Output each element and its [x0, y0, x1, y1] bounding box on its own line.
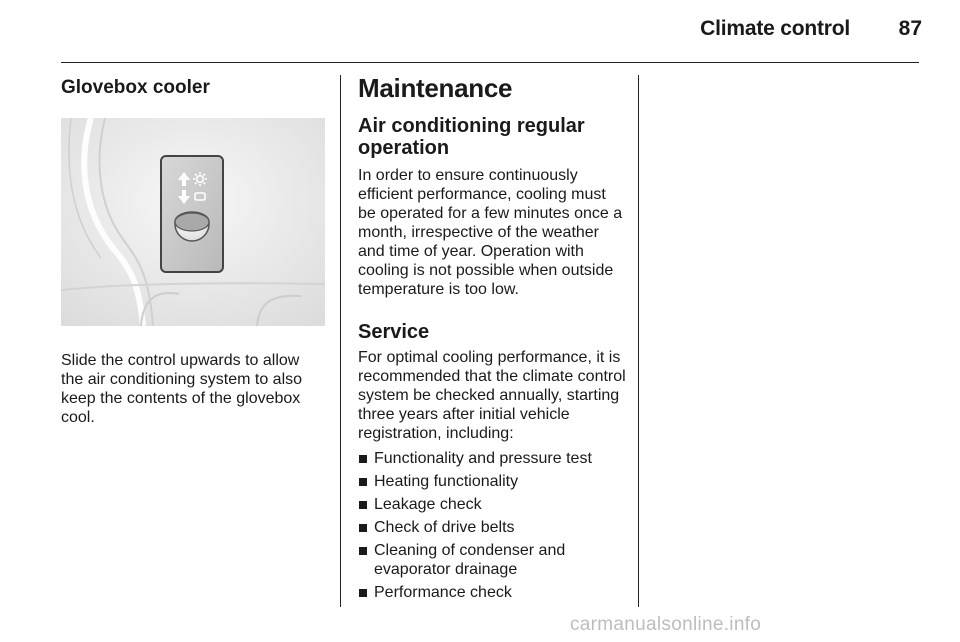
list-item: Cleaning of condenser and evaporator drainage — [358, 541, 626, 579]
maintenance-section — [358, 72, 626, 606]
service-checklist — [358, 449, 626, 602]
glovebox-cooler-illustration — [61, 118, 325, 326]
glovebox-cooler-section — [61, 75, 326, 427]
column-divider — [638, 75, 639, 607]
list-item: Performance check — [358, 583, 626, 602]
bullet-icon — [359, 478, 367, 486]
ac-regular-operation-text: In order to ensure continuously efficient performance, cooling must be operated for a few minutes once a month, irrespective of the weather and time of year. Operation with cooling is not possible when outside temperature is too low. — [358, 167, 623, 298]
list-item: Check of drive belts — [358, 518, 626, 537]
service-text: For optimal cooling performance, it is recommended that the climate control system be checked annually, starting three years after initial vehicle registration, including: — [358, 349, 626, 442]
bullet-icon — [359, 455, 367, 463]
maintenance-heading: Maintenance — [358, 73, 513, 103]
list-item: Functionality and pressure test — [358, 449, 626, 468]
list-item: Leakage check — [358, 495, 626, 514]
header-divider — [61, 62, 919, 63]
service-heading: Service — [358, 321, 430, 343]
bullet-icon — [359, 524, 367, 532]
glovebox-cooler-text: Slide the control upwards to allow the air conditioning system to also keep the contents of the glovebox cool. — [61, 352, 303, 426]
list-item: Heating functionality — [358, 472, 626, 491]
page-header-title: Climate control — [700, 17, 850, 40]
ac-regular-operation-heading: Air conditioning regular operation — [358, 115, 585, 159]
page-number: 87 — [898, 17, 922, 40]
cooler-slider-knob — [175, 212, 209, 241]
bullet-icon — [359, 501, 367, 509]
bullet-icon — [359, 589, 367, 597]
column-divider — [340, 75, 341, 607]
bullet-icon — [359, 547, 367, 555]
glovebox-cooler-heading: Glovebox cooler — [61, 77, 210, 98]
watermark: carmanualsonline.info — [570, 614, 762, 635]
